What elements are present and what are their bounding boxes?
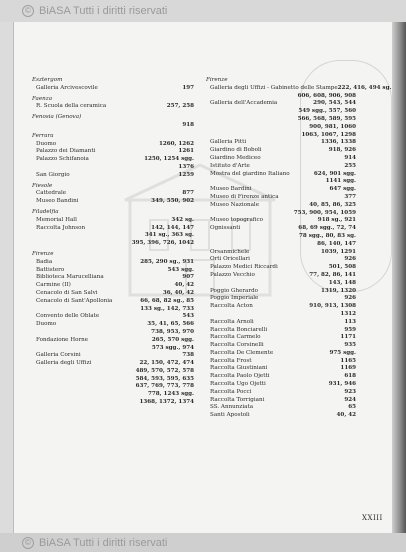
entry-pages: 22, 150, 472, 474 (139, 360, 194, 367)
entry-pages: 1259 (178, 171, 194, 178)
entry-name: Raccolta De Clemente (210, 349, 274, 356)
index-entry (206, 256, 356, 264)
entry-pages: 113 (344, 318, 356, 325)
index-entry (32, 267, 194, 275)
entry-name: Duomo (36, 321, 57, 328)
entry-pages: 1261 (178, 148, 194, 155)
entry-pages: 549 sgg., 557, 560 (298, 108, 356, 115)
entry-name: Raccolta Pocci (210, 388, 252, 395)
entry-name: Palazzo dei Diamanti (36, 148, 96, 155)
index-entry (32, 217, 194, 225)
entry-pages: 1336, 1338 (320, 139, 356, 146)
index-entry (206, 108, 356, 116)
index-entry (32, 225, 194, 233)
index-entry (32, 240, 194, 248)
index-entry (206, 280, 356, 288)
index-entry (206, 404, 356, 412)
index-entry (206, 272, 356, 280)
index-entry (206, 147, 356, 155)
entry-pages: 1165 (340, 357, 356, 364)
entry-name: Raccolta Frost (210, 357, 252, 364)
entry-pages: 573 sgg., 974 (151, 344, 194, 351)
index-entry (32, 360, 194, 368)
index-entry (206, 84, 392, 93)
entry-name: Battistero (36, 266, 65, 273)
place-heading: Fenosia (Genova) (32, 114, 82, 121)
entry-pages: 395, 396, 726, 1042 (131, 240, 194, 247)
entry-pages: 753, 900, 954, 1059 (293, 209, 356, 216)
index-entry (206, 233, 356, 241)
entry-pages: 255 (344, 162, 356, 169)
place-heading: Firenze (206, 77, 228, 83)
index-left-column (32, 74, 194, 407)
entry-pages: 66, 68, 82 sg., 85 (140, 297, 194, 304)
index-entry (206, 350, 356, 358)
entry-pages: 935 (344, 342, 356, 349)
index-entry (32, 337, 194, 345)
entry-pages: 926 (344, 295, 356, 302)
index-entry (32, 368, 194, 376)
place-heading: Faenza (32, 95, 53, 102)
watermark-bottom-text: BiASA Tutti i diritti riservati (39, 536, 168, 549)
index-entry (206, 319, 356, 327)
copyright-icon: © (22, 5, 34, 17)
entry-pages: 959 (344, 326, 356, 333)
index-entry (206, 365, 356, 373)
index-entry (32, 164, 194, 172)
index-entry (32, 122, 194, 130)
index-entry (32, 172, 194, 180)
entry-pages: 914 (344, 154, 356, 161)
index-entry (32, 274, 194, 282)
entry-name: Raccolta Carmelo (210, 334, 261, 341)
entry-pages: 566, 568, 589, 595 (297, 115, 356, 122)
index-entry (32, 298, 194, 306)
entry-pages: 35, 41, 65, 566 (147, 321, 194, 328)
entry-pages: 924 (344, 396, 356, 403)
index-entry (206, 225, 356, 233)
entry-name: Fondazione Horne (36, 336, 89, 343)
entry-pages: 197 (182, 84, 194, 91)
entry-pages: 618 (344, 373, 356, 380)
entry-pages: 918 sg., 921 (317, 217, 356, 224)
entry-pages: 257, 258 (166, 103, 194, 110)
entry-pages: 918, 926 (328, 147, 356, 154)
watermark-bottom (0, 533, 406, 552)
index-entry (206, 100, 356, 108)
entry-name: Raccolta Arnoli (210, 318, 254, 325)
entry-pages: 975 sgg. (329, 349, 356, 356)
entry-name: Raccolta Torrigiani (210, 396, 265, 403)
index-right-column (206, 74, 392, 420)
entry-pages: 1319, 1320 (320, 287, 356, 294)
entry-pages: 377 (344, 193, 356, 200)
index-entry (206, 241, 356, 249)
entry-pages: 133 sg., 142, 733 (140, 305, 194, 312)
index-entry (206, 171, 356, 179)
entry-name: Orti Oricellari (210, 256, 250, 263)
entry-pages: 584, 593, 595, 635 (135, 375, 194, 382)
entry-name: Istituto d'Arte (210, 162, 250, 169)
index-entry (206, 288, 356, 296)
entry-pages: 877 (182, 190, 194, 197)
index-entry (32, 190, 194, 198)
entry-pages: 1063, 1067, 1298 (301, 131, 356, 138)
entry-pages: 907 (182, 274, 194, 281)
index-entry (206, 264, 356, 272)
entry-name: Poggio Imperiale (210, 295, 259, 302)
entry-pages: 489, 570, 572, 578 (135, 367, 194, 374)
entry-pages: 77, 82, 86, 141 (309, 271, 356, 278)
entry-name: Cenacolo di San Salvi (36, 289, 98, 296)
entry-pages: 143, 148 (328, 279, 356, 286)
entry-pages: 738, 953, 970 (151, 328, 194, 335)
entry-pages: 36, 40, 42 (162, 289, 194, 296)
entry-pages: 923 (344, 388, 356, 395)
index-entry (32, 103, 194, 111)
index-entry (32, 306, 194, 314)
index-entry (32, 383, 194, 391)
entry-pages: 342 sg. (171, 216, 194, 223)
index-entry (32, 313, 194, 321)
index-entry (32, 232, 194, 240)
index-entry (206, 116, 356, 124)
index-entry (32, 391, 194, 399)
entry-name: Duomo (36, 140, 57, 147)
entry-pages: 1312 (340, 310, 356, 317)
entry-pages: 637, 769, 773, 778 (135, 383, 194, 390)
entry-pages: 1141 sgg. (325, 178, 356, 185)
entry-name: SS. Annunziata (210, 404, 254, 411)
index-entry (32, 141, 194, 149)
entry-name: Biblioteca Marucelliana (36, 274, 104, 281)
entry-name: Palazzo Schifanoia (36, 156, 89, 163)
watermark-top-text: BiASA Tutti i diritti riservati (39, 5, 168, 17)
index-entry (32, 376, 194, 384)
entry-pages: 926 (344, 256, 356, 263)
index-entry (32, 85, 194, 93)
entry-pages: 606, 608, 906, 908 (297, 92, 356, 99)
entry-pages: 543 sgg. (167, 266, 194, 273)
index-entry (206, 124, 356, 132)
entry-name: Museo Bandini (36, 198, 79, 205)
place-heading: Esztergom (32, 77, 63, 83)
copyright-icon: © (22, 537, 34, 549)
entry-pages: 931, 946 (328, 381, 356, 388)
entry-pages: 142, 144, 147 (151, 224, 194, 231)
entry-name: Raccolta Johnson (36, 224, 86, 231)
entry-name: Poggio Gherardo (210, 287, 259, 294)
index-entry (206, 194, 356, 202)
entry-name: R. Scuola della ceramica (36, 103, 107, 110)
index-entry (206, 295, 356, 303)
entry-pages: 543 (182, 313, 194, 320)
entry-name: Convento delle Oblate (36, 313, 100, 320)
entry-name: Palazzo Medici Riccardi (210, 264, 278, 271)
index-entry (206, 210, 356, 218)
entry-name: Ognissanti (210, 225, 241, 232)
entry-name: Raccolta Giustiniani (210, 365, 268, 372)
entry-pages: 68, 69 sgg., 72, 74 (298, 225, 356, 232)
index-entry (206, 381, 356, 389)
index-entry (32, 259, 194, 267)
index-entry (206, 132, 356, 140)
entry-name: Raccolta Corsinelli (210, 342, 264, 349)
index-entry (206, 163, 356, 171)
entry-pages: 1260, 1262 (158, 140, 194, 147)
entry-name: Raccolta Paolo Ojetti (210, 373, 270, 380)
entry-name: Museo topografico (210, 217, 264, 224)
entry-name: Badia (36, 258, 53, 265)
index-entry (32, 399, 194, 407)
entry-pages: 624, 901 sgg. (313, 170, 356, 177)
binding-edge (392, 0, 406, 552)
index-entry (32, 282, 194, 290)
entry-name: Memorial Hall (36, 216, 77, 223)
entry-pages: 1368, 1372, 1374 (139, 399, 194, 406)
entry-pages: 78 sgg., 80, 83 sg. (299, 232, 356, 239)
entry-pages: 1169 (340, 365, 356, 372)
entry-pages: 647 sgg. (329, 186, 356, 193)
index-entry (206, 373, 356, 381)
entry-pages: 65 (348, 404, 356, 411)
index-entry (32, 329, 194, 337)
entry-name: Palazzo Vecchio (210, 271, 255, 278)
index-entry (206, 311, 356, 319)
entry-pages: 910, 913, 1308 (309, 303, 356, 310)
entry-name: Galleria degli Uffizi (36, 360, 92, 367)
entry-name: Cenacolo di Sant'Apollonia (36, 297, 113, 304)
entry-pages: 40, 85, 86, 325 (309, 201, 356, 208)
place-heading: Fiesole (32, 182, 53, 189)
entry-pages: 40, 42 (336, 412, 356, 419)
entry-name: Orsanmichele (210, 248, 250, 255)
index-entry (32, 321, 194, 329)
index-entry (206, 249, 356, 257)
entry-pages: 900, 981, 1060 (309, 123, 356, 130)
watermark-top (0, 0, 406, 22)
entry-name: Galleria dell'Accademia (210, 100, 278, 107)
entry-name: Raccolta Ugo Ojetti (210, 381, 266, 388)
entry-name: Cattedrale (36, 190, 67, 197)
index-entry (206, 303, 356, 311)
entry-pages: 86, 140, 147 (317, 240, 356, 247)
page-folio: XXIII (362, 514, 383, 522)
place-heading: Filadelfia (32, 208, 59, 215)
index-entry (206, 342, 356, 350)
entry-pages: 341 sg., 363 sg. (144, 232, 194, 239)
entry-pages: 285, 290 sg., 931 (140, 258, 194, 265)
index-entry (206, 155, 356, 163)
index-entry (206, 217, 356, 225)
entry-pages: 40, 42 (174, 282, 194, 289)
entry-name: Galleria Arcivescovile (36, 84, 98, 91)
entry-pages: 290, 543, 544 (313, 100, 356, 107)
index-entry (32, 345, 194, 353)
index-entry (32, 156, 194, 164)
index-entry (206, 334, 356, 342)
entry-name: Raccolta Acton (210, 303, 253, 310)
index-entry (206, 412, 356, 420)
entry-pages: 349, 550, 902 (151, 198, 194, 205)
index-entry (206, 389, 356, 397)
entry-name: Museo di Firenze antica (210, 193, 279, 200)
entry-name: San Giorgio (36, 171, 70, 178)
place-heading: Ferrara (32, 132, 54, 139)
entry-name: Museo Bardini (210, 186, 252, 193)
entry-pages: 778, 1243 sgg. (147, 391, 194, 398)
index-entry (32, 290, 194, 298)
index-entry (206, 93, 356, 101)
entry-name: Mostra del giardino Italiano (210, 170, 290, 177)
entry-pages: 222, 416, 494 sg. (337, 84, 392, 91)
entry-pages: 1250, 1254 sgg. (144, 156, 194, 163)
index-entry (206, 397, 356, 405)
index-entry (32, 198, 194, 206)
index-entry (206, 186, 356, 194)
index-entry (206, 139, 356, 147)
entry-pages: 1171 (340, 334, 356, 341)
entry-name: Museo Nazionale (210, 201, 260, 208)
entry-pages: 1039, 1291 (320, 248, 356, 255)
index-entry (206, 358, 356, 366)
entry-name: Galleria Corsini (36, 352, 81, 359)
entry-name: Santi Apostoli (210, 412, 250, 419)
place-heading: Firenze (32, 250, 54, 257)
entry-pages: 738 (182, 352, 194, 359)
entry-pages: 918 (182, 121, 194, 128)
entry-pages: 1376 (178, 163, 194, 170)
entry-name: Giardino Mediceo (210, 154, 261, 161)
entry-pages: 501, 508 (328, 264, 356, 271)
entry-name: Carmine (II) (36, 282, 71, 289)
entry-name: Galleria degli Uffizi - Gabinetto delle Stampe (210, 84, 338, 91)
entry-pages: 265, 570 sgg. (151, 336, 194, 343)
index-entry (206, 178, 356, 186)
entry-name: Raccolta Bonciarelli (210, 326, 268, 333)
entry-name: Giardino di Boboli (210, 147, 262, 154)
index-entry (206, 202, 356, 210)
index-entry (32, 352, 194, 360)
index-entry (32, 148, 194, 156)
entry-name: Galleria Pitti (210, 139, 247, 146)
index-entry (206, 327, 356, 335)
